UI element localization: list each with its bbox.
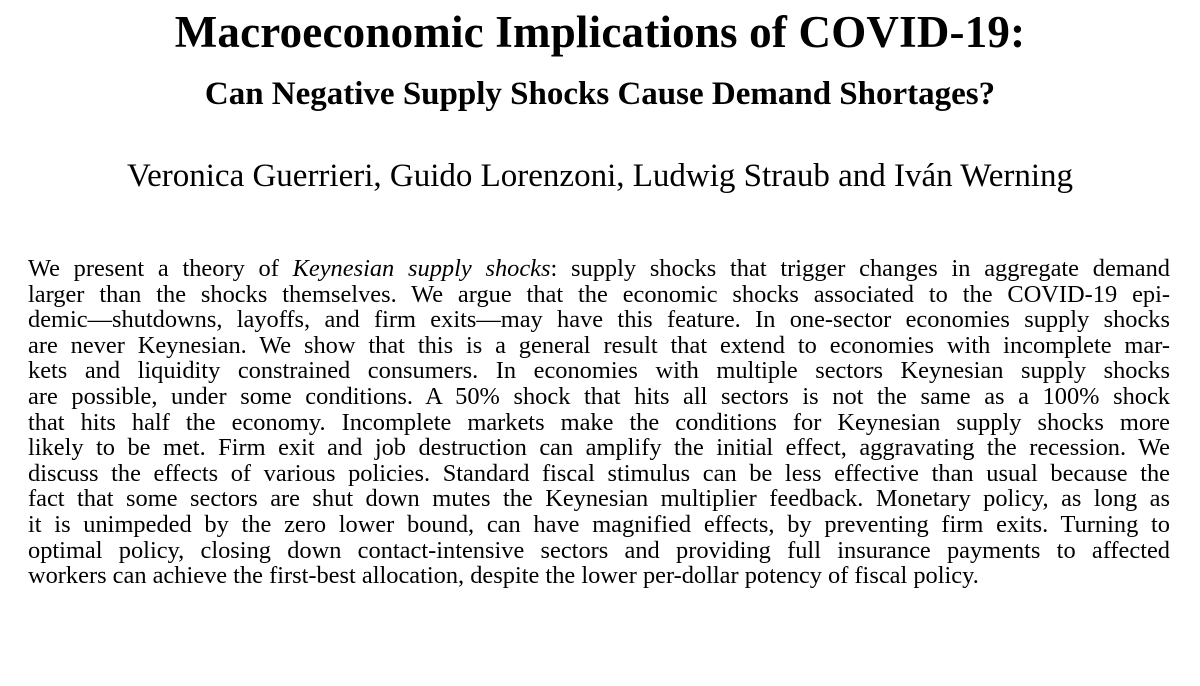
abstract-line: optimal policy, closing down contact-intensive sectors and providing full insurance payments to affected [28,536,1170,564]
abstract-line: larger than the shocks themselves. We argue that the economic shocks associated to the COVID-19 epi- [28,280,1170,308]
abstract-line: fact that some sectors are shut down mutes the Keynesian multiplier feedback. Monetary policy, as long as [28,485,1170,513]
paper-authors: Veronica Guerrieri, Guido Lorenzoni, Ludwig Straub and Iván Werning [126,158,1074,194]
abstract-line: workers can achieve the first-best allocation, despite the lower per-dollar potency of fiscal policy. [28,562,979,590]
abstract-line: demic—shutdowns, layoffs, and firm exits—may have this feature. In one-sector economies supply shocks [28,306,1170,334]
abstract-line: it is unimpeded by the zero lower bound, can have magnified effects, by preventing firm exits. Turning to [28,510,1170,538]
abstract [28,256,1170,589]
abstract-emphasis: Keynesian supply shocks [292,255,551,282]
abstract-intro: We present a theory of [28,255,293,282]
abstract-line: likely to be met. Firm exit and job destruction can amplify the initial effect, aggravating the recession. We [28,434,1170,462]
abstract-line: are possible, under some conditions. A 50% shock that hits all sectors is not the same as a 100% shock [28,382,1170,410]
paper-title: Macroeconomic Implications of COVID-19: [174,7,1026,57]
abstract-line: kets and liquidity constrained consumers. In economies with multiple sectors Keynesian supply shocks [28,357,1170,385]
abstract-line-text: : supply shocks that trigger changes in aggregate demand [550,255,1170,282]
abstract-line: are never Keynesian. We show that this is a general result that extend to economies with incomplete mar- [28,331,1170,359]
paper-subtitle: Can Negative Supply Shocks Cause Demand Shortages? [204,76,996,112]
abstract-line: discuss the effects of various policies. Standard fiscal stimulus can be less effective than usual because the [28,459,1170,487]
abstract-line [28,256,1170,282]
abstract-line: that hits half the economy. Incomplete markets make the conditions for Keynesian supply shocks more [28,408,1170,436]
